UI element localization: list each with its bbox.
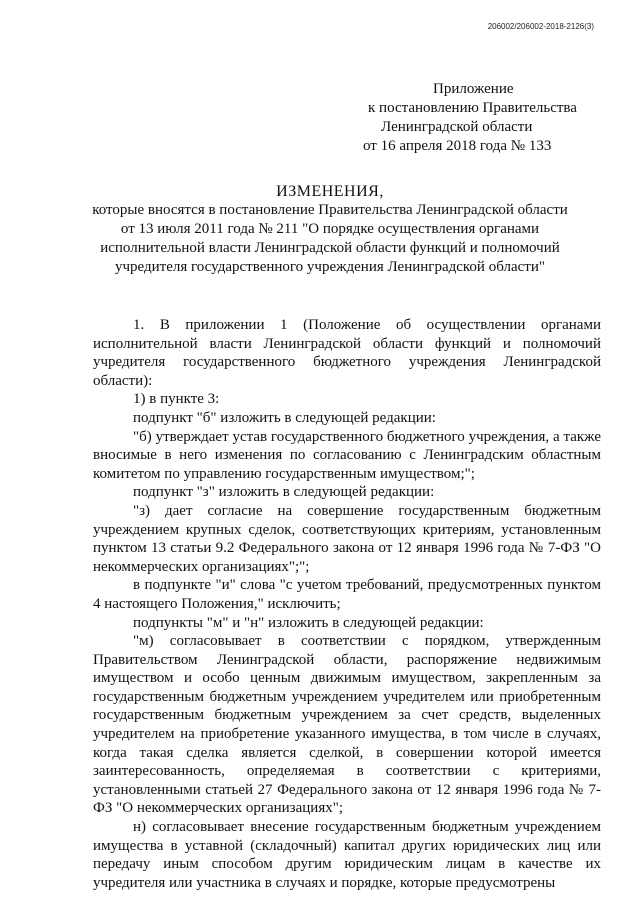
paragraph-1: 1. В приложении 1 (Положение об осуществлении органами исполнительной власти Ленинградской области функций и полномочий учредителя государственного бюджетного учреждения Ленинградской области): [93, 317, 601, 389]
paragraph-2: 1) в пункте 3: [133, 391, 220, 408]
heading-subtitle: которые вносятся в постановление Правительства Ленинградской области от 13 июля 2011 года № 211 "О порядке осуществления органами исполнительной власти Ленинградской области функций и полномочий учредителя государственного учреждения Ленинградской области" [92, 202, 568, 275]
paragraph-10: н) согласовывает внесение государственным бюджетным учреждением имущества в уставной (складочный) капитал других юридических лиц или передачу иным способом другим юридическим лицам в качестве их учредителя или участника в случаях и порядке, которые предусмотрены [93, 819, 601, 891]
document-heading [90, 182, 570, 277]
document-id: 206002/206002-2018-2126(3) [487, 22, 594, 31]
document-body [93, 316, 601, 892]
paragraph-9: "м) согласовывает в соответствии с порядком, утвержденным Правительством Ленинградской области, распоряжение недвижимым имуществом и особо ценным движимым имуществом, закрепленным за государственным бюджетным учреждением учредителем или приобретенным государственным бюджетным учреждением за счет средств, выделенных учредителем на приобретение указанного имущества, в том числе в случаях, когда такая сделка является сделкой, в совершении которой имеется заинтересованность, определяемая в соответствии с критериями, установленными статьей 27 Федерального закона от 12 января 1996 года № 7-ФЗ "О некоммерческих организациях"; [93, 633, 601, 817]
appendix-line-3: Ленинградской области [381, 119, 533, 135]
paragraph-6: "з) дает согласие на совершение государственным бюджетным учреждением крупных сделок, соответствующих критериям, установленным пунктом 13 статьи 9.2 Федерального закона от 12 января 1996 года № 7-ФЗ "О некоммерческих организациях";"; [93, 502, 601, 575]
appendix-line-4: от 16 апреля 2018 года № 133 [363, 138, 552, 154]
heading-title: ИЗМЕНЕНИЯ, [276, 183, 384, 200]
paragraph-7: в подпункте "и" слова "с учетом требований, предусмотренных пунктом 4 настоящего Положения," исключить; [93, 577, 601, 612]
appendix-block [363, 80, 577, 156]
appendix-line-1: Приложение [433, 81, 514, 97]
paragraph-8: подпункты "м" и "н" изложить в следующей редакции: [133, 614, 484, 631]
paragraph-5: подпункт "з" изложить в следующей редакции: [133, 484, 435, 501]
paragraph-4: "б) утверждает устав государственного бюджетного учреждения, а также вносимые в него изменения по согласованию с Ленинградским областным комитетом по управлению государственным имуществом;"; [93, 428, 601, 482]
paragraph-3: подпункт "б" изложить в следующей редакции: [133, 409, 436, 426]
appendix-line-2: к постановлению Правительства [368, 100, 577, 116]
